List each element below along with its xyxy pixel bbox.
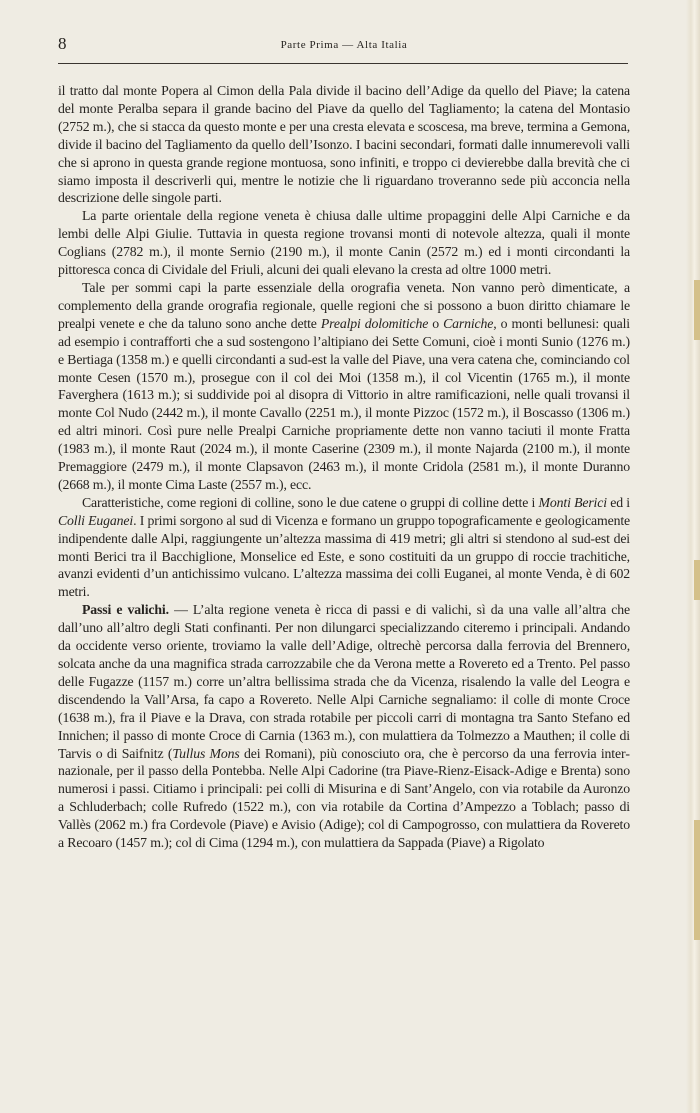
page-edge-mark (694, 560, 700, 600)
header-rule (58, 63, 628, 64)
italic-term: Prealpi dolomitiche (320, 315, 429, 331)
text-run: dei Romani), più conosciuto ora, che è percorso da una ferrovia internazionale, per il passo della Pontebba. Nelle Alpi Cadorine (tra Piave-Rienz-Eisack-Adige e Brenta) sono numerosi i passi. Citiamo i principali: pei colli di Misurina e di Sant’Angelo, con via rotabile da Auronzo a Schluderbach; colle Rufredo (1522 m.), con via rotabile da Cortina d’Ampezzo a Toblach; passo di Vallès (2062 m.) fra Cordevole (Piave) e Avisio (Adige); col di Campogrosso, con mulattiera da Rovereto a Recoaro (1457 m.); col di Cima (1294 m.), con mulattiera da Sappada (Piave) a Rigolato (58, 745, 631, 851)
italic-term: Colli Euganei (58, 512, 134, 528)
paragraph (58, 82, 630, 207)
section-heading: Passi e valichi. (82, 602, 169, 618)
page-edge-mark (694, 280, 700, 340)
paragraph (58, 494, 630, 601)
text-run: . I primi sorgono al sud di Vicenza e formano un gruppo topograficamente e geologicamente indipendente dalle Alpi, raggiungente un’altezza massima di 419 metri; gli altri si stendono al sud-est dei monti Berici tra il Bacchiglione, Monselice ed Este, e sono costituiti da un gruppo di roccie trachitiche, avanzi evidenti d’un antichissimo vulcano. L’altezza massima dei colli Euganei, al monte Venda, è di 602 metri. (58, 512, 630, 600)
text-run: il tratto dal monte Popera al Cimon della Pala divide il bacino dell’Adige da quello del Piave; la catena del monte Peralba separa il grande bacino del Piave da quello del Tagliamento; la catena del Montasio (2752 m.), che si stacca da questo monte e per una cresta elevata e scoscesa, ma breve, termina a Gemona, divide il bacino del Tagliamento da quello dell’Isonzo. I bacini secondari, formati dalle innumerevoli valli che si aprono in questa grande regione montuosa, sono infiniti, e troppo ci devierebbe dalla brevità che ci siamo imposta il descriverli qui, mentre le notizie che li riguardano troveranno sede più acconcia nella descrizione delle singole parti. (58, 83, 630, 206)
page-edge-mark (694, 820, 700, 940)
text-run: ed i (606, 494, 630, 510)
page-edge (686, 0, 700, 1113)
text-run: — L’alta regione veneta è ricca di passi e di valichi, sì da una valle all’altra che dall’uno all’altro degli Stati confinanti. Per non dilungarci specializzando citeremo i principali. Andando da occidente verso oriente, troviamo la valle dell’Adige, oltrechè percorsa dalla ferrovia del Brennero, solcata anche da una magnifica strada carrozzabile che da Verona mette a Rovereto ed a Trento. Pel passo delle Fugazze (1157 m.) corre un’altra bellissima strada che da Vicenza, risalendo la valle del Leogra e discendendo la Vall’Arsa, fa capo a Rovereto. Nelle Alpi Carniche segnaliamo: il colle di monte Croce (1638 m.), fra il Piave e la Drava, con strada rotabile per piccoli carri di montagna tra Santo Stefano ed Innichen; il passo di monte Croce di Carnia (1363 m.), con mulattiera da Tolmezzo a Mauthen; il colle di Tarvis o di Saifnitz ( (58, 602, 630, 761)
paragraph (58, 601, 630, 852)
text-run: , o monti bellunesi: quali ad esempio i contrafforti che a sud sostengono l’altipiano dei Sette Comuni, cioè i monti Sunio (1276 m.) e Bertiaga (1358 m.) e quelli circondanti a sud-est la valle del Piave, una vera catena che, cominciando col monte Cesen (1570 m.), prosegue con il col dei Moi (1358 m.), il col Vicentin (1765 m.), il monte Faverghera (1613 m.); si suddivide poi al disopra di Vittorio in altre ramificazioni, nelle quali trovansi il monte Col Nudo (2442 m.), il monte Cavallo (2251 m.), il monte Pizzoc (1572 m.), il Boscasso (1306 m.) ed altri minori. Così pure nelle Prealpi Carniche propriamente dette non vanno taciuti il monte Fratta (1983 m.), il monte Raut (2024 m.), il monte Caserine (2309 m.), il monte Najarda (2100 m.), il monte Premaggiore (2479 m.), il monte Clapsavon (2463 m.), il monte Cridola (2581 m.), il monte Duranno (2668 m.), il monte Cima Laste (2557 m.), ecc. (58, 315, 630, 492)
paragraph (58, 279, 630, 494)
italic-term: Monti Berici (538, 494, 607, 510)
page-header (58, 34, 630, 58)
paragraph (58, 207, 630, 279)
text-run: Caratteristiche, come regioni di colline, sono le due catene o gruppi di colline dette i (82, 494, 539, 510)
page-number: 8 (58, 34, 67, 53)
text-run: La parte orientale della regione veneta è chiusa dalle ultime propaggini delle Alpi Carniche e da lembi delle Alpi Giulie. Tuttavia in questa regione trovansi monti di notevole altezza, quali il monte Coglians (2782 m.), il monte Sernio (2190 m.), il monte Canin (2572 m.) ed i monti circondanti la pittoresca conca di Cividale del Friuli, alcuni dei quali elevano la cresta ad oltre 1000 metri. (58, 208, 630, 278)
text-run: Tale per sommi capi la parte essenziale della orografia veneta. Non vanno però dimenticate, a complemento della grande orografia regionale, quelle regioni che si possono a buon diritto chiamare le prealpi venete e che da taluno sono anche dette (58, 279, 630, 331)
body-text (58, 82, 630, 852)
text-run: o (428, 315, 444, 331)
running-title: Parte Prima — Alta Italia (280, 39, 408, 51)
italic-term: Carniche (443, 315, 494, 331)
italic-term: Tullus Mons (172, 745, 240, 761)
